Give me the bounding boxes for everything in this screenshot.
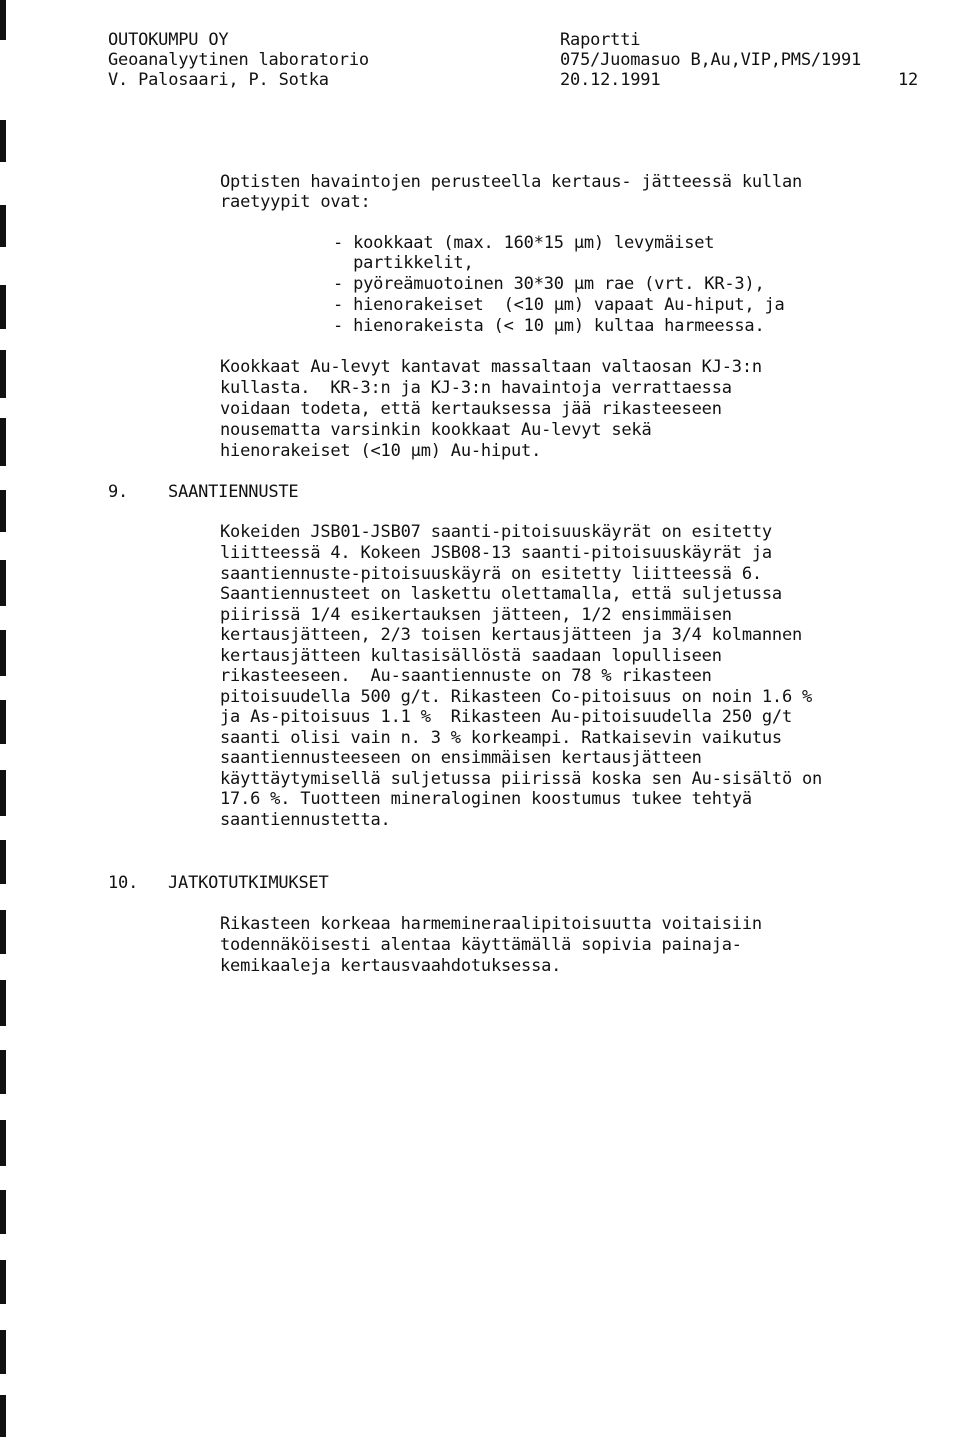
intro-line: Optisten havaintojen perusteella kertaus- jätteessä kullan [220, 172, 803, 192]
page-number: 12 [898, 70, 919, 90]
paragraph-line: hienorakeiset (<10 µm) Au-hiput. [220, 441, 542, 461]
section9-line: saantiennustetta. [220, 810, 391, 830]
scan-edge-mark [0, 980, 6, 1026]
section9-line: piirissä 1/4 esikertauksen jätteen, 1/2 ensimmäisen [220, 605, 732, 625]
scan-edge-mark [0, 490, 6, 532]
section9-line: liitteessä 4. Kokeen JSB08-13 saanti-pitoisuuskäyrät ja [220, 543, 772, 563]
scan-edge-mark [0, 700, 6, 744]
scan-edge-mark [0, 1190, 6, 1234]
scan-edge-mark [0, 1395, 6, 1437]
section9-line: käyttäytymisellä suljetussa piirissä koska sen Au-sisältö on [220, 769, 823, 789]
header-report-title: Raportti [560, 30, 641, 50]
scan-edge-mark [0, 285, 6, 329]
scan-edge-mark [0, 770, 6, 816]
intro-line: raetyypit ovat: [220, 192, 371, 212]
section10-line: kemikaaleja kertausvaahdotuksessa. [220, 956, 562, 976]
header-laboratory: Geoanalyytinen laboratorio [108, 50, 369, 70]
scan-edge-mark [0, 910, 6, 954]
section-number: 10. [108, 873, 139, 893]
scan-edge-mark [0, 1120, 6, 1166]
section9-line: saantiennuste-pitoisuuskäyrä on esitetty liitteessä 6. [220, 564, 762, 584]
section10-line: Rikasteen korkeaa harmemineraalipitoisuutta voitaisiin [220, 914, 762, 934]
paragraph-line: voidaan todeta, että kertauksessa jää rikasteeseen [220, 399, 722, 419]
grain-type-item: - hienorakeiset (<10 µm) vapaat Au-hiput, ja [333, 295, 785, 315]
grain-type-item: - kookkaat (max. 160*15 µm) levymäiset [333, 233, 715, 253]
header-report-date: 20.12.1991 [560, 70, 661, 90]
section9-line: rikasteeseen. Au-saantiennuste on 78 % rikasteen [220, 666, 712, 686]
section9-line: 17.6 %. Tuotteen mineraloginen koostumus tukee tehtyä [220, 789, 752, 809]
section9-line: kertausjätteen, 2/3 toisen kertausjätteen ja 3/4 kolmannen [220, 625, 803, 645]
scan-edge-mark [0, 560, 6, 606]
paragraph-line: Kookkaat Au-levyt kantavat massaltaan valtaosan KJ-3:n [220, 357, 762, 377]
section9-line: Kokeiden JSB01-JSB07 saanti-pitoisuuskäyrät on esitetty [220, 522, 772, 542]
section9-line: ja As-pitoisuus 1.1 % Rikasteen Au-pitoisuudella 250 g/t [220, 707, 792, 727]
scan-edge-mark [0, 418, 6, 466]
section-title: SAANTIENNUSTE [168, 482, 299, 502]
section9-line: saantiennusteeseen on ensimmäisen kertausjätteen [220, 748, 702, 768]
section9-line: Saantiennusteet on laskettu olettamalla, että suljetussa [220, 584, 782, 604]
scan-edge-mark [0, 1260, 6, 1304]
section9-line: saanti olisi vain n. 3 % korkeampi. Ratkaisevin vaikutus [220, 728, 782, 748]
scan-edge-mark [0, 205, 6, 247]
scan-edge-mark [0, 630, 6, 676]
header-company: OUTOKUMPU OY [108, 30, 229, 50]
grain-type-item: - pyöreämuotoinen 30*30 µm rae (vrt. KR-3), [333, 274, 765, 294]
section9-line: pitoisuudella 500 g/t. Rikasteen Co-pitoisuus on noin 1.6 % [220, 687, 813, 707]
scan-edge-mark [0, 120, 6, 162]
section-title: JATKOTUTKIMUKSET [168, 873, 329, 893]
header-report-reference: 075/Juomasuo B,Au,VIP,PMS/1991 [560, 50, 862, 70]
grain-type-item: - hienorakeista (< 10 µm) kultaa harmeessa. [333, 316, 765, 336]
scan-edge-mark [0, 0, 6, 40]
grain-type-item: partikkelit, [333, 253, 474, 273]
scan-edge-mark [0, 350, 6, 398]
header-authors: V. Palosaari, P. Sotka [108, 70, 329, 90]
scan-edge-mark [0, 1330, 6, 1374]
paragraph-line: kullasta. KR-3:n ja KJ-3:n havaintoja verrattaessa [220, 378, 732, 398]
scan-edge-mark [0, 1050, 6, 1094]
section9-line: kertausjätteen kultasisällöstä saadaan lopulliseen [220, 646, 722, 666]
paragraph-line: nousematta varsinkin kookkaat Au-levyt sekä [220, 420, 652, 440]
section-number: 9. [108, 482, 129, 502]
section10-line: todennäköisesti alentaa käyttämällä sopivia painaja- [220, 935, 742, 955]
scan-edge-mark [0, 840, 6, 884]
